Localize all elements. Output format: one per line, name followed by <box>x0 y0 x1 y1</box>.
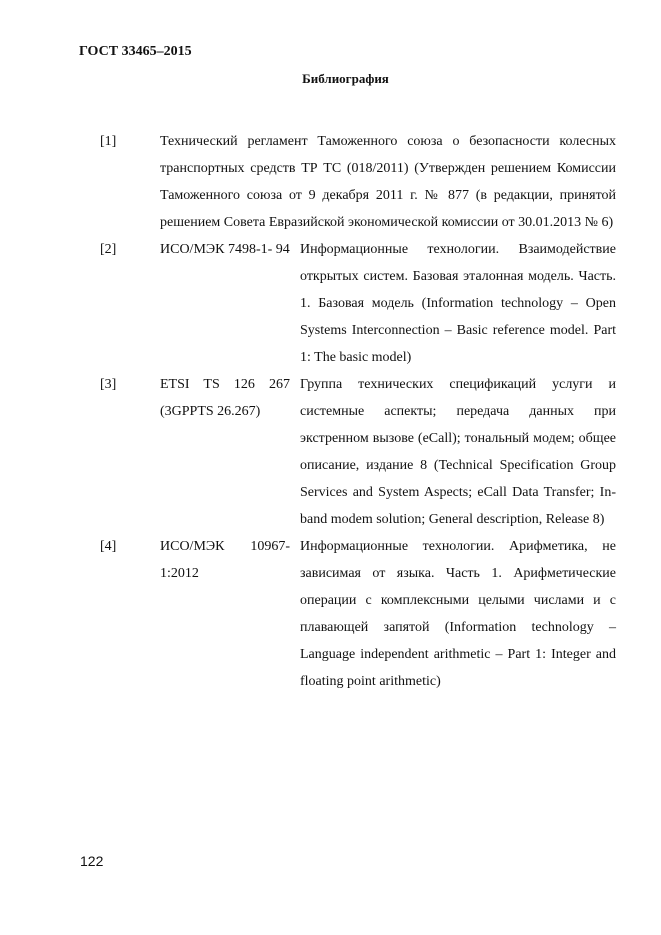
entry-description: Информационные технологии. Взаимодействие открытых систем. Базовая эталонная модель. Часть. 1. Базовая модель (Information technology – Open Systems Interconnection – Basic reference model. Part 1: The basic model) <box>300 242 616 365</box>
entry-identifier: ИСО/МЭК 7498-1- 94 <box>160 242 290 257</box>
bibliography-entry-3 <box>100 371 616 533</box>
entry-number: [1] <box>100 134 117 149</box>
bibliography-entry-1 <box>100 128 616 236</box>
entry-description: Группа технических спецификаций услуги и системные аспекты; передача данных при экстренном вызове (eCall); тональный модем; общее описание, издание 8 (Technical Specification Group Services and System Aspects; eCall Data Transfer; In-band modem solution; General description, Release 8) <box>300 377 616 527</box>
entry-identifier: ETSI TS 126 267 (3GPPTS 26.267) <box>160 377 290 419</box>
entry-number: [3] <box>100 377 117 392</box>
entry-description: Информационные технологии. Арифметика, не зависимая от языка. Часть 1. Арифметические операции с комплексными целыми числами и с плавающей запятой (Information technology – Language independent arithmetic – Part 1: Integer and floating point arithmetic) <box>300 539 616 689</box>
page-number: 122 <box>80 853 104 869</box>
page-title: Библиография <box>302 71 389 86</box>
document-header: ГОСТ 33465–2015 <box>79 44 192 59</box>
entry-number: [4] <box>100 539 117 554</box>
bibliography-entry-4 <box>100 533 616 695</box>
entry-text: Технический регламент Таможенного союза о безопасности колесных транспортных средств ТР ТС (018/2011) (Утвержден решением Комиссии Таможенного союза от 9 декабря 2011 г. № 877 (в редакции, принятой решением Совета Евразийской экономической комиссии от 30.01.2013 № 6) <box>160 134 616 230</box>
bibliography-list <box>100 128 616 695</box>
bibliography-entry-2 <box>100 236 616 371</box>
entry-identifier: ИСО/МЭК 10967-1:2012 <box>160 539 290 581</box>
entry-number: [2] <box>100 242 117 257</box>
